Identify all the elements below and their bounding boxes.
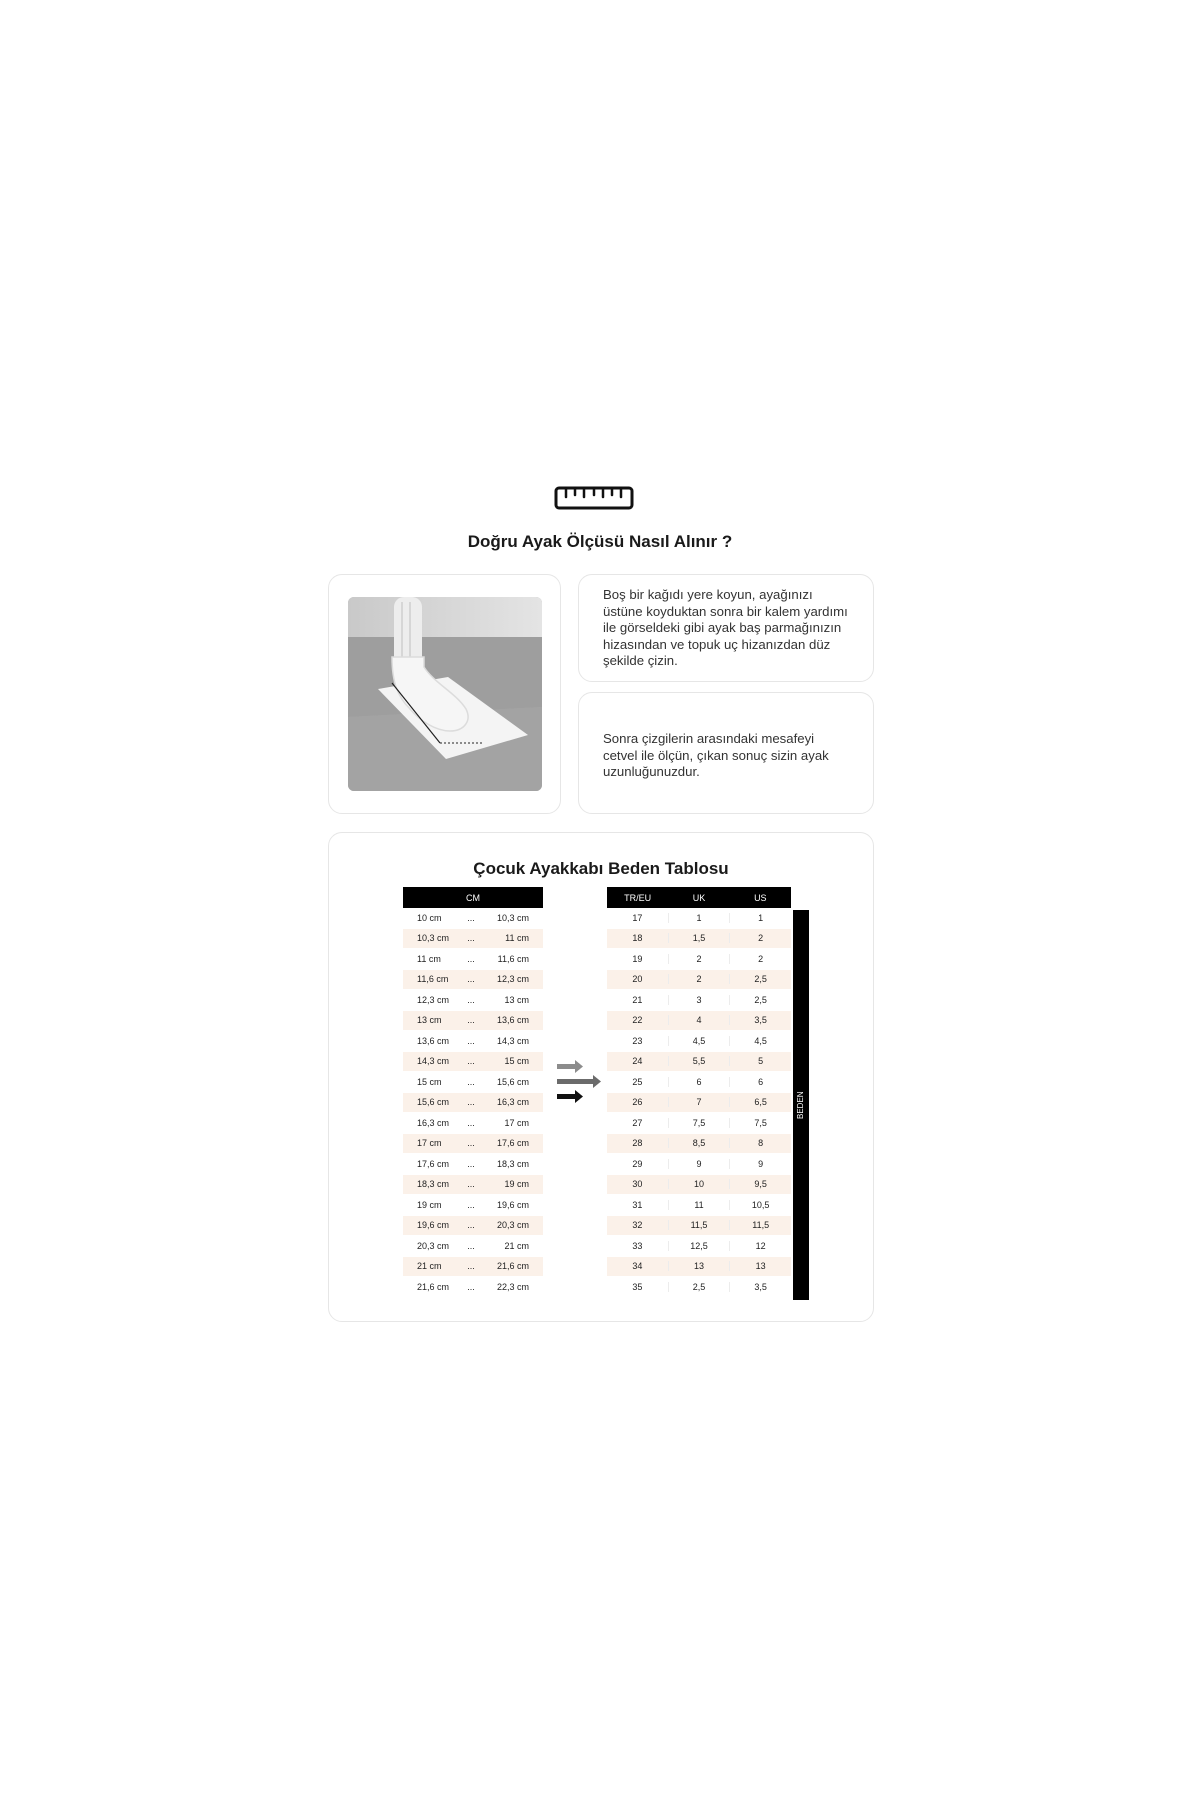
size-uk: 7,5: [668, 1118, 730, 1128]
size-uk: 11,5: [668, 1220, 730, 1230]
cm-header-label: CM: [466, 892, 480, 903]
size-us: 8: [729, 1138, 791, 1148]
cm-from: 19,6 cm: [417, 1220, 450, 1231]
size-uk: 13: [668, 1261, 730, 1271]
size-us: 2,5: [729, 995, 791, 1005]
size-uk: 1: [668, 913, 730, 923]
size-table: [607, 887, 791, 1298]
cm-from: 16,3 cm: [417, 1117, 450, 1128]
size-uk: 11: [668, 1200, 730, 1210]
table-row: [607, 1134, 791, 1155]
cm-to: 16,3 cm: [496, 1097, 529, 1108]
table-row: [403, 1011, 543, 1032]
cm-to: 18,3 cm: [496, 1158, 529, 1169]
cm-separator: ...: [467, 1097, 475, 1108]
table-row: [607, 1113, 791, 1134]
cm-from: 10 cm: [417, 912, 442, 923]
size-tr-eu: 32: [632, 1220, 643, 1231]
table-row: [607, 1175, 791, 1196]
size-us: 2: [729, 933, 791, 943]
table-row: [403, 1031, 543, 1052]
cm-to: 21 cm: [504, 1240, 529, 1251]
size-tr-eu: 17: [632, 912, 643, 923]
cm-to: 19,6 cm: [496, 1199, 529, 1210]
cm-to: 15,6 cm: [496, 1076, 529, 1087]
table-row: [607, 1011, 791, 1032]
table-row: [607, 1052, 791, 1073]
cm-to: 19 cm: [504, 1179, 529, 1190]
cm-from: 21,6 cm: [417, 1281, 450, 1292]
cm-separator: ...: [467, 953, 475, 964]
cm-table-header: [403, 887, 543, 908]
beden-label: BEDEN: [796, 1091, 805, 1119]
cm-separator: ...: [467, 1261, 475, 1272]
table-row: [403, 970, 543, 991]
foot-measure-photo: [348, 597, 542, 791]
size-tr-eu: 18: [632, 933, 643, 944]
header-uk: UK: [692, 892, 706, 903]
cm-from: 13,6 cm: [417, 1035, 450, 1046]
size-us: 5: [729, 1056, 791, 1066]
guide-title: Doğru Ayak Ölçüsü Nasıl Alınır ?: [467, 532, 733, 551]
cm-to: 17,6 cm: [496, 1138, 529, 1149]
size-us: 9: [729, 1159, 791, 1169]
size-uk: 6: [668, 1077, 730, 1087]
instruction-card-2: [578, 692, 874, 814]
size-uk: 4: [668, 1015, 730, 1025]
size-tr-eu: 20: [632, 974, 643, 985]
table-row: [403, 1236, 543, 1257]
table-row: [607, 1195, 791, 1216]
cm-from: 14,3 cm: [417, 1056, 450, 1067]
cm-to: 11 cm: [505, 933, 529, 944]
table-row: [403, 929, 543, 950]
size-tr-eu: 26: [632, 1097, 643, 1108]
table-row: [607, 929, 791, 950]
table-row: [403, 1257, 543, 1278]
table-row: [403, 1072, 543, 1093]
table-row: [403, 1134, 543, 1155]
cm-separator: ...: [467, 1015, 475, 1026]
size-uk: 2: [668, 974, 730, 984]
table-row: [403, 1216, 543, 1237]
instruction-step-2: Sonra çizgilerin arasındaki mesafeyi cetvel ile ölçün, çıkan sonuç sizin ayak uzunluğunuzdur.: [603, 731, 829, 779]
table-row: [403, 990, 543, 1011]
cm-to: 13 cm: [504, 994, 529, 1005]
size-tr-eu: 29: [632, 1158, 643, 1169]
cm-separator: ...: [467, 1240, 475, 1251]
table-row: [403, 1154, 543, 1175]
size-uk: 4,5: [668, 1036, 730, 1046]
cm-separator: ...: [467, 1220, 475, 1231]
table-row: [403, 1195, 543, 1216]
size-us: 3,5: [729, 1282, 791, 1292]
size-tr-eu: 21: [632, 994, 643, 1005]
table-row: [403, 908, 543, 929]
cm-from: 11 cm: [417, 953, 441, 964]
cm-to: 14,3 cm: [496, 1035, 529, 1046]
cm-to: 10,3 cm: [496, 912, 529, 923]
size-uk: 7: [668, 1097, 730, 1107]
ruler-icon: [554, 486, 634, 510]
cm-to: 22,3 cm: [496, 1281, 529, 1292]
table-row: [607, 1154, 791, 1175]
cm-separator: ...: [467, 994, 475, 1005]
size-us: 2,5: [729, 974, 791, 984]
beden-side-bar: [793, 910, 809, 1300]
size-us: 13: [729, 1261, 791, 1271]
table-row: [607, 990, 791, 1011]
size-chart-title: Çocuk Ayakkabı Beden Tablosu: [473, 859, 729, 878]
cm-from: 20,3 cm: [417, 1240, 450, 1251]
cm-separator: ...: [467, 1138, 475, 1149]
cm-from: 10,3 cm: [417, 933, 450, 944]
table-row: [607, 1072, 791, 1093]
cm-from: 12,3 cm: [417, 994, 450, 1005]
cm-from: 15 cm: [417, 1076, 442, 1087]
cm-to: 11,6 cm: [497, 953, 529, 964]
table-row: [607, 949, 791, 970]
cm-to: 20,3 cm: [496, 1220, 529, 1231]
size-tr-eu: 30: [632, 1179, 643, 1190]
cm-from: 13 cm: [417, 1015, 442, 1026]
cm-separator: ...: [467, 1179, 475, 1190]
cm-from: 19 cm: [417, 1199, 442, 1210]
size-us: 10,5: [729, 1200, 791, 1210]
measure-photo-card: [328, 574, 561, 814]
cm-separator: ...: [467, 912, 475, 923]
cm-to: 12,3 cm: [496, 974, 529, 985]
table-row: [403, 1052, 543, 1073]
cm-separator: ...: [467, 974, 475, 985]
cm-table-body: [403, 908, 543, 1298]
cm-to: 13,6 cm: [496, 1015, 529, 1026]
table-row: [607, 1236, 791, 1257]
cm-to: 17 cm: [504, 1117, 529, 1128]
table-row: [607, 1216, 791, 1237]
cm-separator: ...: [467, 1035, 475, 1046]
size-tr-eu: 33: [632, 1240, 643, 1251]
header-us: US: [754, 892, 767, 903]
size-tr-eu: 34: [632, 1261, 643, 1272]
size-tr-eu: 35: [632, 1281, 643, 1292]
size-us: 3,5: [729, 1015, 791, 1025]
cm-from: 17,6 cm: [417, 1158, 450, 1169]
size-tr-eu: 27: [632, 1117, 643, 1128]
size-us: 7,5: [729, 1118, 791, 1128]
cm-separator: ...: [467, 933, 475, 944]
size-uk: 9: [668, 1159, 730, 1169]
cm-from: 18,3 cm: [417, 1179, 450, 1190]
size-uk: 5,5: [668, 1056, 730, 1066]
size-us: 6: [729, 1077, 791, 1087]
cm-separator: ...: [467, 1199, 475, 1210]
cm-separator: ...: [467, 1076, 475, 1087]
cm-table: [403, 887, 543, 1298]
table-row: [607, 1031, 791, 1052]
size-uk: 10: [668, 1179, 730, 1189]
instruction-card-1: [578, 574, 874, 682]
table-row: [403, 1093, 543, 1114]
size-us: 6,5: [729, 1097, 791, 1107]
cm-to: 21,6 cm: [496, 1261, 529, 1272]
size-tr-eu: 19: [632, 953, 643, 964]
size-us: 4,5: [729, 1036, 791, 1046]
header-tr-eu: TR/EU: [624, 892, 652, 903]
size-tr-eu: 28: [632, 1138, 643, 1149]
size-uk: 1,5: [668, 933, 730, 943]
cm-from: 21 cm: [417, 1261, 442, 1272]
size-chart-card: [328, 832, 874, 1322]
table-row: [403, 1277, 543, 1298]
cm-separator: ...: [467, 1117, 475, 1128]
table-row: [607, 970, 791, 991]
table-row: [607, 1093, 791, 1114]
size-us: 9,5: [729, 1179, 791, 1189]
table-row: [607, 1277, 791, 1298]
size-us: 2: [729, 954, 791, 964]
size-tr-eu: 25: [632, 1076, 643, 1087]
cm-from: 17 cm: [417, 1138, 442, 1149]
size-uk: 2,5: [668, 1282, 730, 1292]
cm-from: 11,6 cm: [417, 974, 449, 985]
size-table-body: [607, 908, 791, 1298]
size-tr-eu: 23: [632, 1035, 643, 1046]
size-us: 1: [729, 913, 791, 923]
size-us: 12: [729, 1241, 791, 1251]
size-uk: 8,5: [668, 1138, 730, 1148]
instruction-step-1: Boş bir kağıdı yere koyun, ayağınızı üstüne koyduktan sonra bir kalem yardımı ile görseldeki gibi ayak baş parmağınızın hizasından ve topuk uç hizanızdan düz şekilde çizin.: [603, 587, 848, 668]
size-uk: 2: [668, 954, 730, 964]
cm-separator: ...: [467, 1056, 475, 1067]
size-table-header: [607, 887, 791, 908]
cm-separator: ...: [467, 1281, 475, 1292]
size-tr-eu: 22: [632, 1015, 643, 1026]
conversion-arrows-icon: [555, 1059, 603, 1109]
cm-from: 15,6 cm: [417, 1097, 450, 1108]
table-row: [403, 949, 543, 970]
cm-to: 15 cm: [504, 1056, 529, 1067]
table-row: [403, 1175, 543, 1196]
size-uk: 12,5: [668, 1241, 730, 1251]
size-tr-eu: 31: [632, 1199, 643, 1210]
size-uk: 3: [668, 995, 730, 1005]
table-row: [607, 908, 791, 929]
size-tr-eu: 24: [632, 1056, 643, 1067]
table-row: [607, 1257, 791, 1278]
table-row: [403, 1113, 543, 1134]
size-us: 11,5: [729, 1220, 791, 1230]
cm-separator: ...: [467, 1158, 475, 1169]
